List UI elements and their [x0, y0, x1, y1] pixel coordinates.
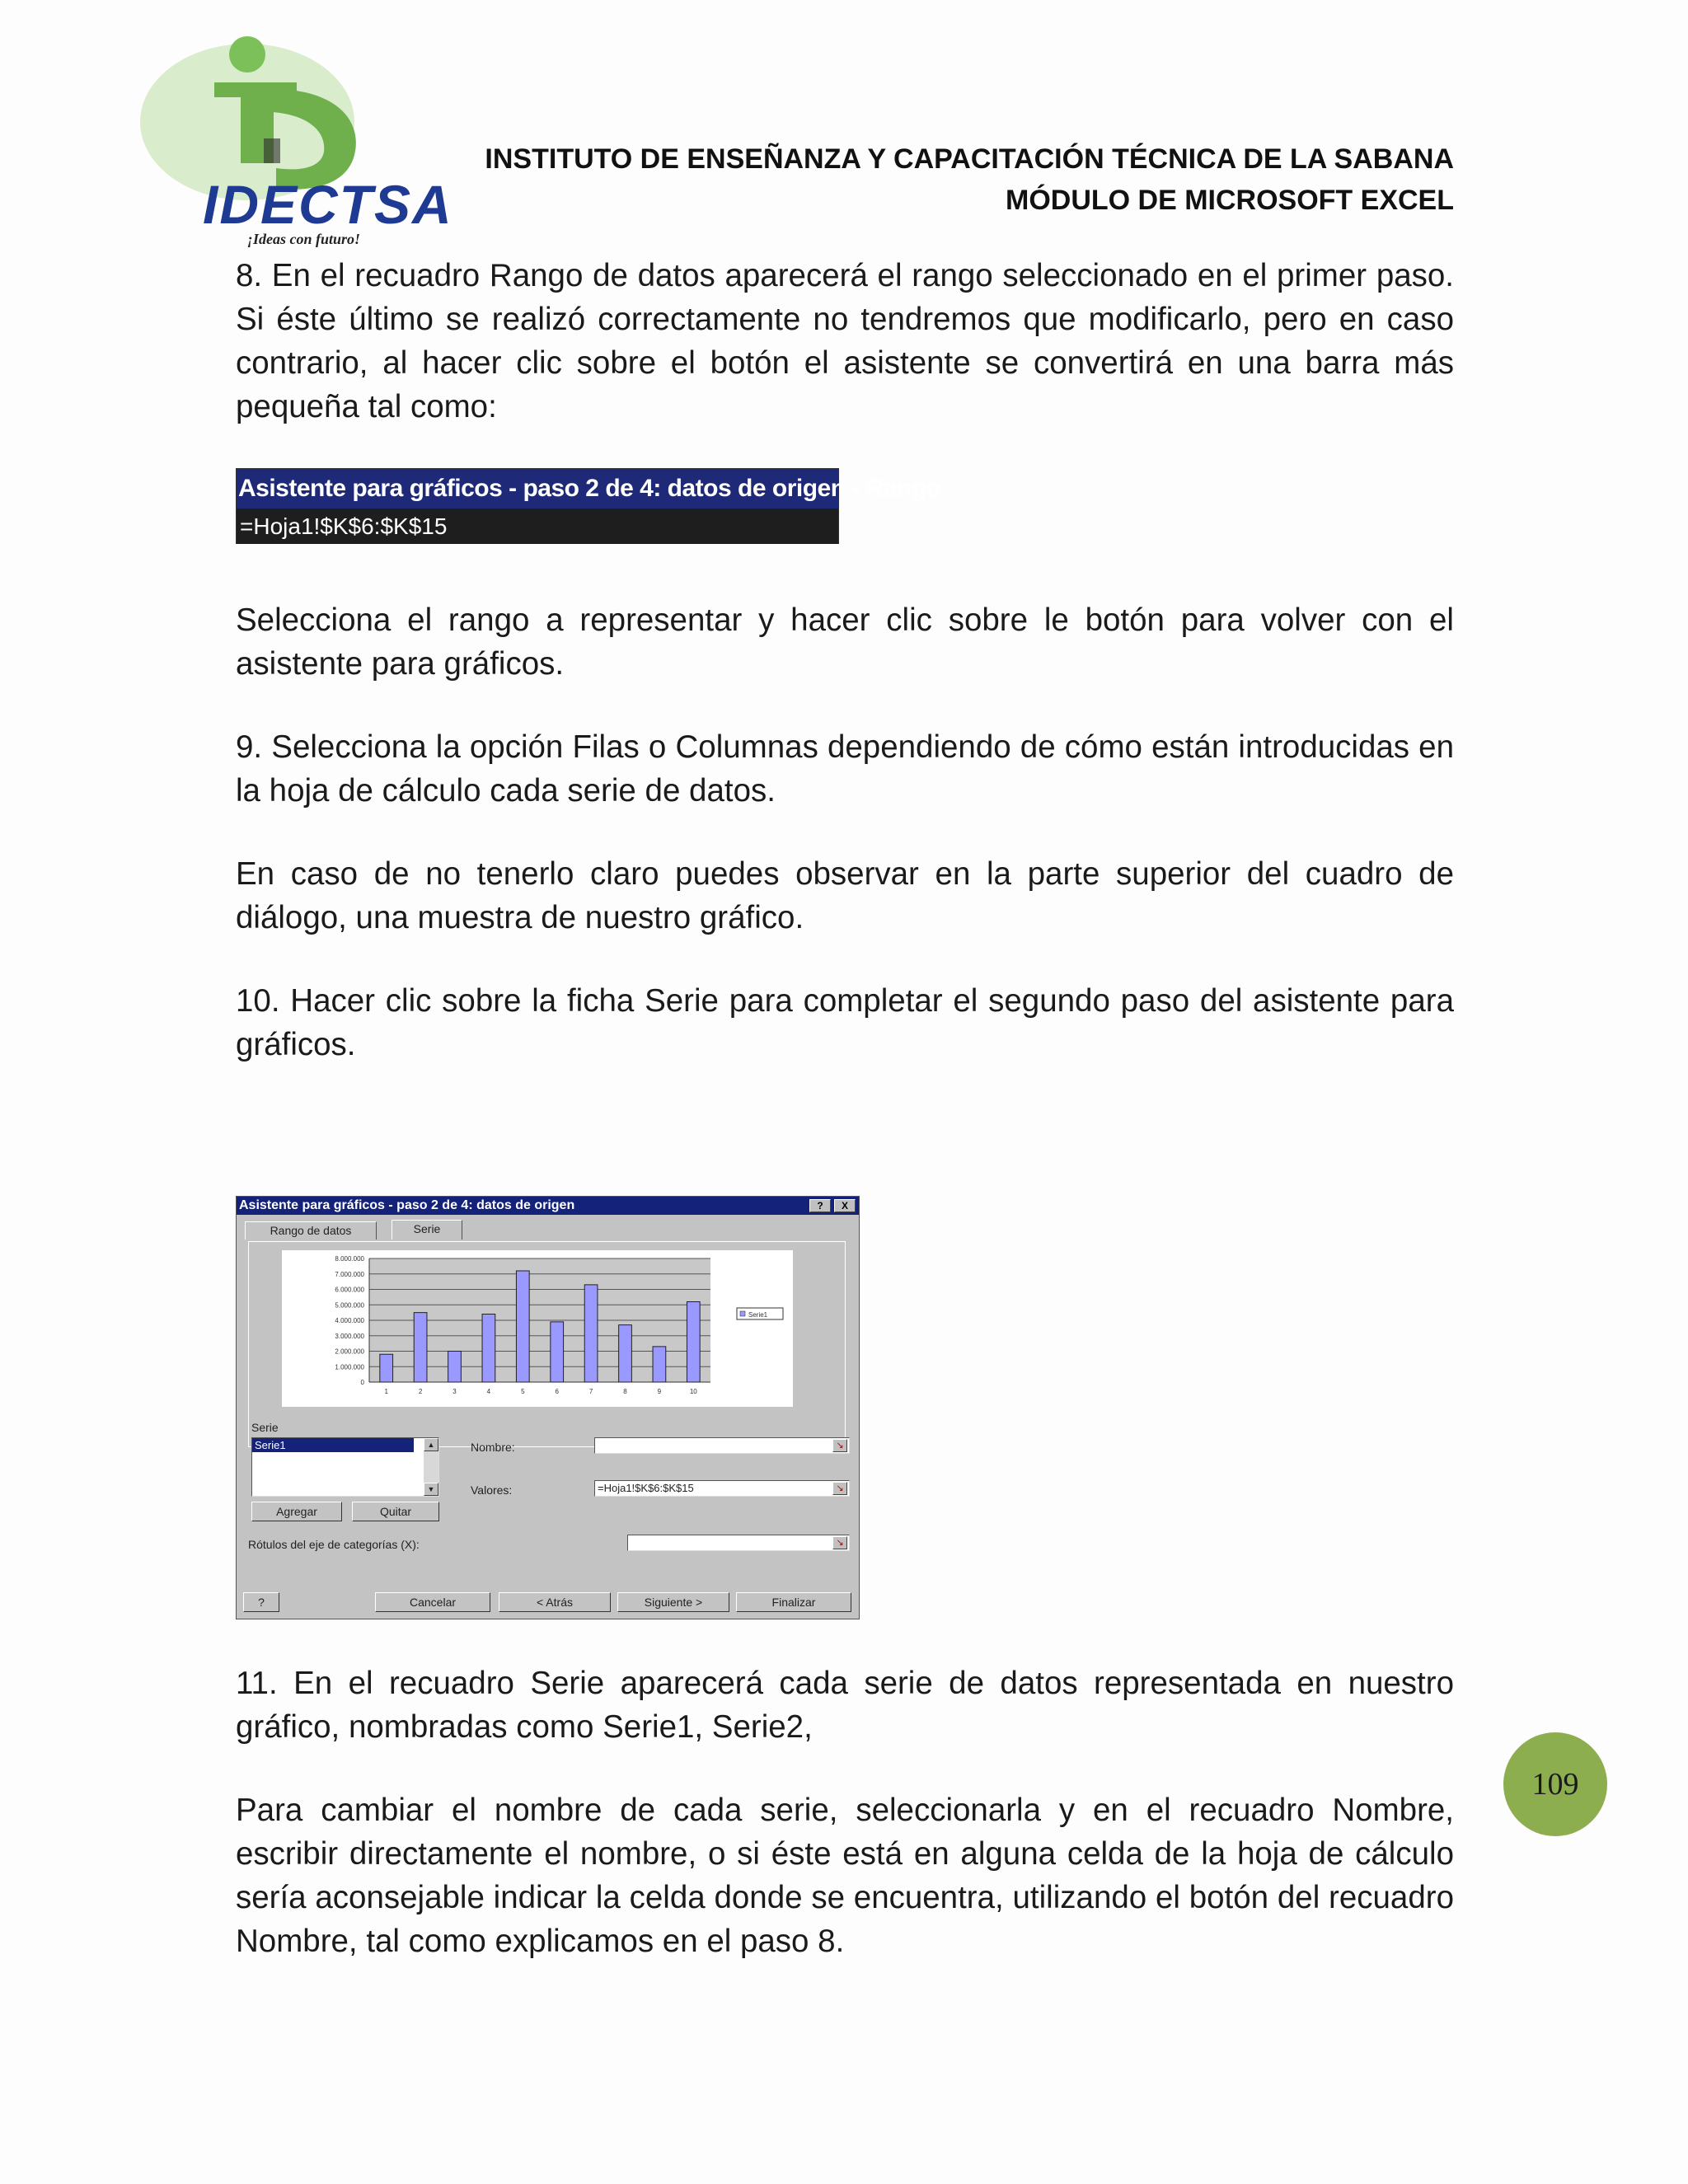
- page-content-lower: [236, 1661, 1454, 2003]
- bar-chart: [282, 1250, 793, 1407]
- chart-preview: [282, 1250, 793, 1407]
- category-axis-input[interactable]: [627, 1535, 850, 1551]
- y-tick-label: 6.000.000: [335, 1286, 364, 1294]
- range-bar-screenshot: [236, 468, 948, 544]
- idectsa-logo: [132, 31, 478, 246]
- y-tick-label: 0: [360, 1379, 364, 1386]
- y-tick-label: 1.000.000: [335, 1363, 364, 1371]
- x-tick-label: 3: [452, 1388, 457, 1395]
- y-tick-label: 5.000.000: [335, 1301, 364, 1310]
- nombre-collapse-button[interactable]: ↘: [832, 1439, 847, 1452]
- page-number-badge: 109: [1503, 1732, 1607, 1836]
- next-button[interactable]: Siguiente >: [617, 1592, 729, 1612]
- y-tick-label: 7.000.000: [335, 1270, 364, 1278]
- range-bar-title: Asistente para gráficos - paso 2 de 4: datos de origen - Rango.: [237, 469, 838, 509]
- x-tick-label: 9: [657, 1388, 662, 1395]
- valores-collapse-button[interactable]: ↘: [832, 1482, 847, 1495]
- y-tick-label: 3.000.000: [335, 1332, 364, 1340]
- paragraph-select-range: Selecciona el rango a representar y hacer clic sobre le botón para volver con el asistente para gráficos.: [236, 602, 1454, 682]
- x-tick-label: 5: [521, 1388, 525, 1395]
- remove-series-button[interactable]: Quitar: [352, 1502, 439, 1521]
- paragraph-step-9: 9. Selecciona la opción Filas o Columnas dependiendo de cómo están introducidas en la hoja de cálculo cada serie de datos.: [236, 729, 1454, 808]
- x-tick-label: 7: [588, 1388, 593, 1395]
- paragraph-step-11: 11. En el recuadro Serie aparecerá cada serie de datos representada en nuestro gráfico, nombradas como Serie1, Serie2,: [236, 1666, 1454, 1745]
- bar: [516, 1271, 529, 1382]
- cancel-button[interactable]: Cancelar: [375, 1592, 490, 1612]
- bar: [414, 1313, 427, 1382]
- y-tick-label: 2.000.000: [335, 1347, 364, 1356]
- x-tick-label: 8: [623, 1388, 627, 1395]
- series-list-scrollbar[interactable]: [424, 1438, 438, 1496]
- bar: [551, 1322, 564, 1382]
- x-tick-label: 10: [689, 1388, 697, 1395]
- institute-name: INSTITUTO DE ENSEÑANZA Y CAPACITACIÓN TÉCNICA DE LA SABANA: [485, 143, 1454, 175]
- y-tick-label: 4.000.000: [335, 1317, 364, 1324]
- page-header: [485, 138, 1454, 221]
- module-name: MÓDULO DE MICROSOFT EXCEL: [1006, 185, 1454, 216]
- bar: [584, 1285, 598, 1382]
- category-axis-label: Rótulos del eje de categorías (X):: [248, 1538, 420, 1551]
- scroll-down-icon[interactable]: ▼: [424, 1483, 438, 1496]
- series-group-label: Serie: [251, 1421, 279, 1434]
- series-list-item[interactable]: Serie1: [252, 1438, 414, 1452]
- logo-tagline: ¡Ideas con futuro!: [247, 231, 361, 247]
- help-button[interactable]: ?: [243, 1592, 279, 1612]
- scroll-up-icon[interactable]: ▲: [424, 1438, 438, 1451]
- paragraph-unclear: En caso de no tenerlo claro puedes observar en la parte superior del cuadro de diálogo, una muestra de nuestro gráfico.: [236, 856, 1454, 935]
- paragraph-step-8: 8. En el recuadro Rango de datos aparecerá el rango seleccionado en el primer paso. Si éste último se realizó correctamente no tendremos que modificarlo, pero en caso contrario, al hacer clic sobre el botón el asistente se convertirá en una barra más pequeña tal como:: [236, 258, 1454, 424]
- chart-wizard-dialog: [236, 1196, 860, 1619]
- back-button[interactable]: < Atrás: [499, 1592, 611, 1612]
- valores-input[interactable]: [594, 1480, 850, 1497]
- help-title-button[interactable]: ?: [809, 1199, 831, 1212]
- bar: [380, 1354, 393, 1382]
- tab-rango-de-datos[interactable]: Rango de datos: [245, 1221, 377, 1240]
- x-tick-label: 1: [384, 1388, 388, 1395]
- paragraph-step-10: 10. Hacer clic sobre la ficha Serie para completar el segundo paso del asistente para gráficos.: [236, 983, 1454, 1062]
- valores-label: Valores:: [471, 1483, 513, 1497]
- dialog-title-bar: [237, 1197, 859, 1215]
- valores-value: =Hoja1!$K$6:$K$15: [598, 1482, 694, 1494]
- finish-button[interactable]: Finalizar: [736, 1592, 851, 1612]
- nombre-label: Nombre:: [471, 1441, 515, 1454]
- x-tick-label: 2: [418, 1388, 423, 1395]
- legend-swatch: [740, 1311, 745, 1316]
- bar: [687, 1302, 700, 1383]
- series-listbox[interactable]: [251, 1437, 439, 1497]
- page-content: [236, 254, 1454, 1106]
- add-series-button[interactable]: Agregar: [251, 1502, 342, 1521]
- range-bar-field[interactable]: =Hoja1!$K$6:$K$15: [237, 509, 838, 544]
- bar: [482, 1315, 495, 1383]
- bar: [619, 1325, 632, 1382]
- chart-preview-panel: [248, 1241, 846, 1447]
- tab-serie[interactable]: Serie: [392, 1220, 462, 1240]
- paragraph-rename-series: Para cambiar el nombre de cada serie, seleccionarla y en el recuadro Nombre, escribir directamente el nombre, o si éste está en alguna celda de la hoja de cálculo sería aconsejable indicar la celda donde se encuentra, utilizando el botón del recuadro Nombre, tal como explicamos en el paso 8.: [236, 1793, 1454, 1959]
- bar: [653, 1347, 666, 1382]
- dialog-title: Asistente para gráficos - paso 2 de 4: datos de origen: [239, 1198, 575, 1212]
- category-collapse-button[interactable]: ↘: [832, 1536, 847, 1549]
- x-tick-label: 4: [486, 1388, 491, 1395]
- x-tick-label: 6: [555, 1388, 559, 1395]
- logo-brand-text: IDECTSA: [203, 174, 453, 235]
- close-icon[interactable]: X: [834, 1199, 856, 1212]
- bar: [448, 1352, 462, 1383]
- nombre-input[interactable]: [594, 1437, 850, 1454]
- legend-label: Serie1: [748, 1311, 768, 1319]
- y-tick-label: 8.000.000: [335, 1255, 364, 1263]
